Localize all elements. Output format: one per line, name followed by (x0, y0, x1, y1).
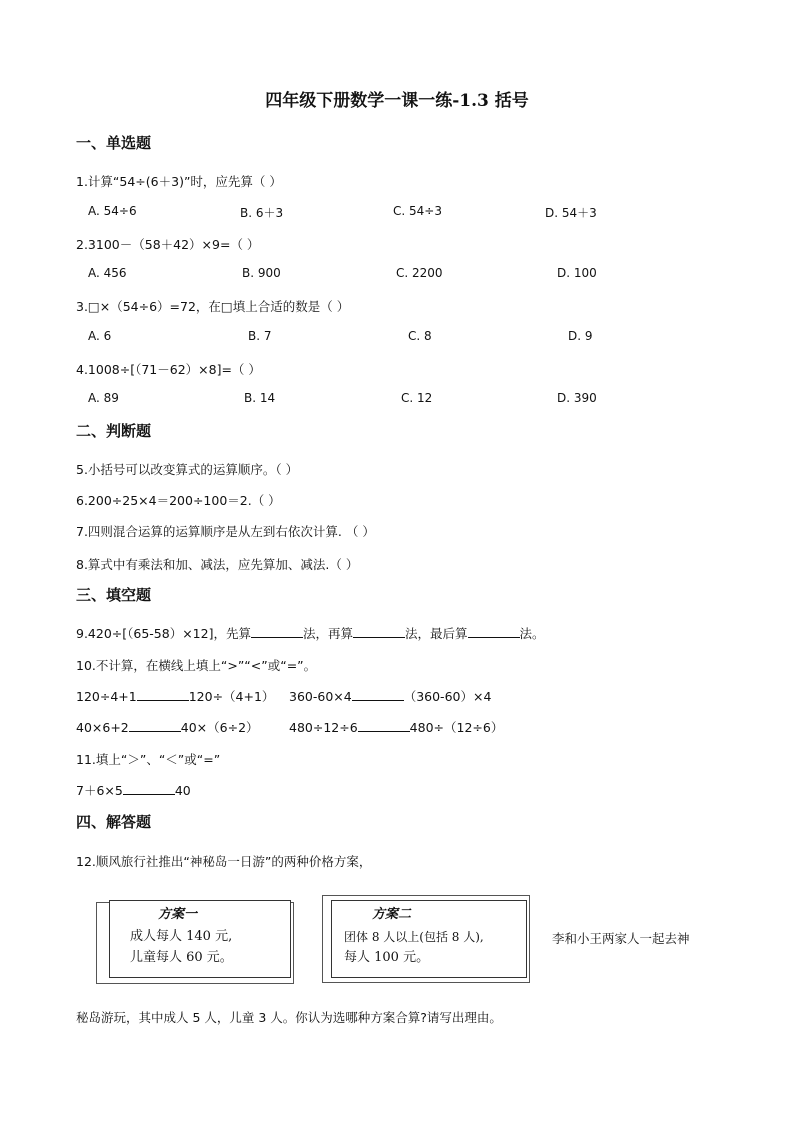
plan-two-box (331, 900, 527, 978)
question-4-option-d[interactable]: D. 390 (557, 391, 597, 405)
question-10-row-1-right (289, 687, 491, 705)
answer-blank[interactable] (468, 626, 520, 638)
question-7: 7.四则混合运算的运算顺序是从左到右依次计算. （ ） (76, 524, 375, 539)
question-9-part-1: 9.420÷[（65-58）×12]，先算 (76, 626, 251, 641)
plan-two-heading: 方案二 (372, 907, 412, 922)
answer-blank[interactable] (353, 626, 405, 638)
question-3-stem: 3.□×（54÷6）=72，在□填上合适的数是（ ） (76, 299, 350, 314)
expression: 120÷（4+1） (188, 689, 275, 704)
answer-blank[interactable] (358, 720, 410, 732)
expression: 360-60×4 (289, 689, 352, 704)
question-2-option-a[interactable]: A. 456 (88, 266, 127, 280)
expression: 120÷4+1 (76, 689, 137, 704)
question-1-option-d[interactable]: D. 54＋3 (545, 206, 597, 220)
plan-two-card (322, 895, 530, 983)
question-11-expression (76, 781, 191, 799)
question-2-stem: 2.3100－（58＋42）×9=（ ） (76, 237, 260, 252)
question-3-option-d[interactable]: D. 9 (568, 329, 593, 343)
expression: 40 (174, 783, 191, 798)
question-10-row-1-left (76, 687, 274, 705)
section-heading-true-false: 二、判断题 (76, 422, 152, 440)
question-4-option-a[interactable]: A. 89 (88, 391, 119, 405)
question-4-option-b[interactable]: B. 14 (244, 391, 276, 405)
plan-one-box (109, 900, 291, 978)
question-10-stem: 10.不计算，在横线上填上“>”“<”或“=”。 (76, 658, 317, 673)
question-3-option-a[interactable]: A. 6 (88, 329, 112, 343)
question-5: 5.小括号可以改变算式的运算顺序。（ ） (76, 462, 299, 477)
section-heading-single-choice: 一、单选题 (76, 134, 152, 152)
expression: 40×6+2 (76, 720, 129, 735)
question-3-option-c[interactable]: C. 8 (408, 329, 432, 343)
answer-blank[interactable] (129, 720, 181, 732)
question-10-row-2-right (289, 718, 503, 736)
answer-blank[interactable] (137, 689, 189, 701)
question-2-option-b[interactable]: B. 900 (242, 266, 281, 280)
question-9-part-2: 法，再算 (302, 626, 353, 641)
question-12-stem: 12.顺风旅行社推出“神秘岛一日游”的两种价格方案， (76, 854, 372, 869)
expression: 40×（6÷2） (180, 720, 259, 735)
section-heading-solve: 四、解答题 (76, 813, 152, 831)
expression: （360-60）×4 (403, 689, 492, 704)
plan-two-line-2: 每人 100 元。 (344, 950, 430, 965)
section-heading-fill-blank: 三、填空题 (76, 586, 152, 604)
question-4-stem: 4.1008÷[（71－62）×8]=（ ） (76, 362, 261, 377)
expression: 480÷（12÷6） (409, 720, 504, 735)
question-9-part-3: 法，最后算 (404, 626, 468, 641)
answer-blank[interactable] (352, 689, 404, 701)
question-10-row-2-left (76, 718, 259, 736)
question-6: 6.200÷25×4＝200÷100＝2.（ ） (76, 493, 281, 508)
question-9-part-4: 法。 (519, 626, 545, 641)
question-1-option-b[interactable]: B. 6＋3 (240, 206, 284, 220)
answer-blank[interactable] (251, 626, 303, 638)
question-9 (76, 624, 545, 642)
question-1-option-a[interactable]: A. 54÷6 (88, 204, 137, 218)
question-11-stem: 11.填上“＞”、“＜”或“=” (76, 752, 221, 767)
question-2-option-c[interactable]: C. 2200 (396, 266, 443, 280)
question-4-option-c[interactable]: C. 12 (401, 391, 433, 405)
plan-one-line-2: 儿童每人 60 元。 (130, 950, 233, 965)
plan-two-line-1: 团体 8 人以上(包括 8 人), (344, 930, 484, 944)
expression: 7＋6×5 (76, 783, 123, 798)
answer-blank[interactable] (123, 783, 175, 795)
expression: 480÷12÷6 (289, 720, 358, 735)
question-1-stem: 1.计算“54÷(6＋3)”时，应先算（ ） (76, 174, 282, 189)
question-1-option-c[interactable]: C. 54÷3 (393, 204, 442, 218)
question-8: 8.算式中有乘法和加、减法，应先算加、减法.（ ） (76, 557, 359, 572)
question-2-option-d[interactable]: D. 100 (557, 266, 597, 280)
question-12-stem-continued: 李和小王两家人一起去神 (552, 931, 690, 946)
question-3-option-b[interactable]: B. 7 (248, 329, 272, 343)
plan-one-heading: 方案一 (158, 907, 198, 922)
question-12-stem-end: 秘岛游玩，其中成人 5 人，儿童 3 人。你认为选哪种方案合算?请写出理由。 (76, 1010, 502, 1025)
plan-one-card (96, 902, 294, 984)
plan-one-line-1: 成人每人 140 元, (130, 929, 233, 944)
page-title: 四年级下册数学一课一练-1.3 括号 (265, 91, 529, 111)
